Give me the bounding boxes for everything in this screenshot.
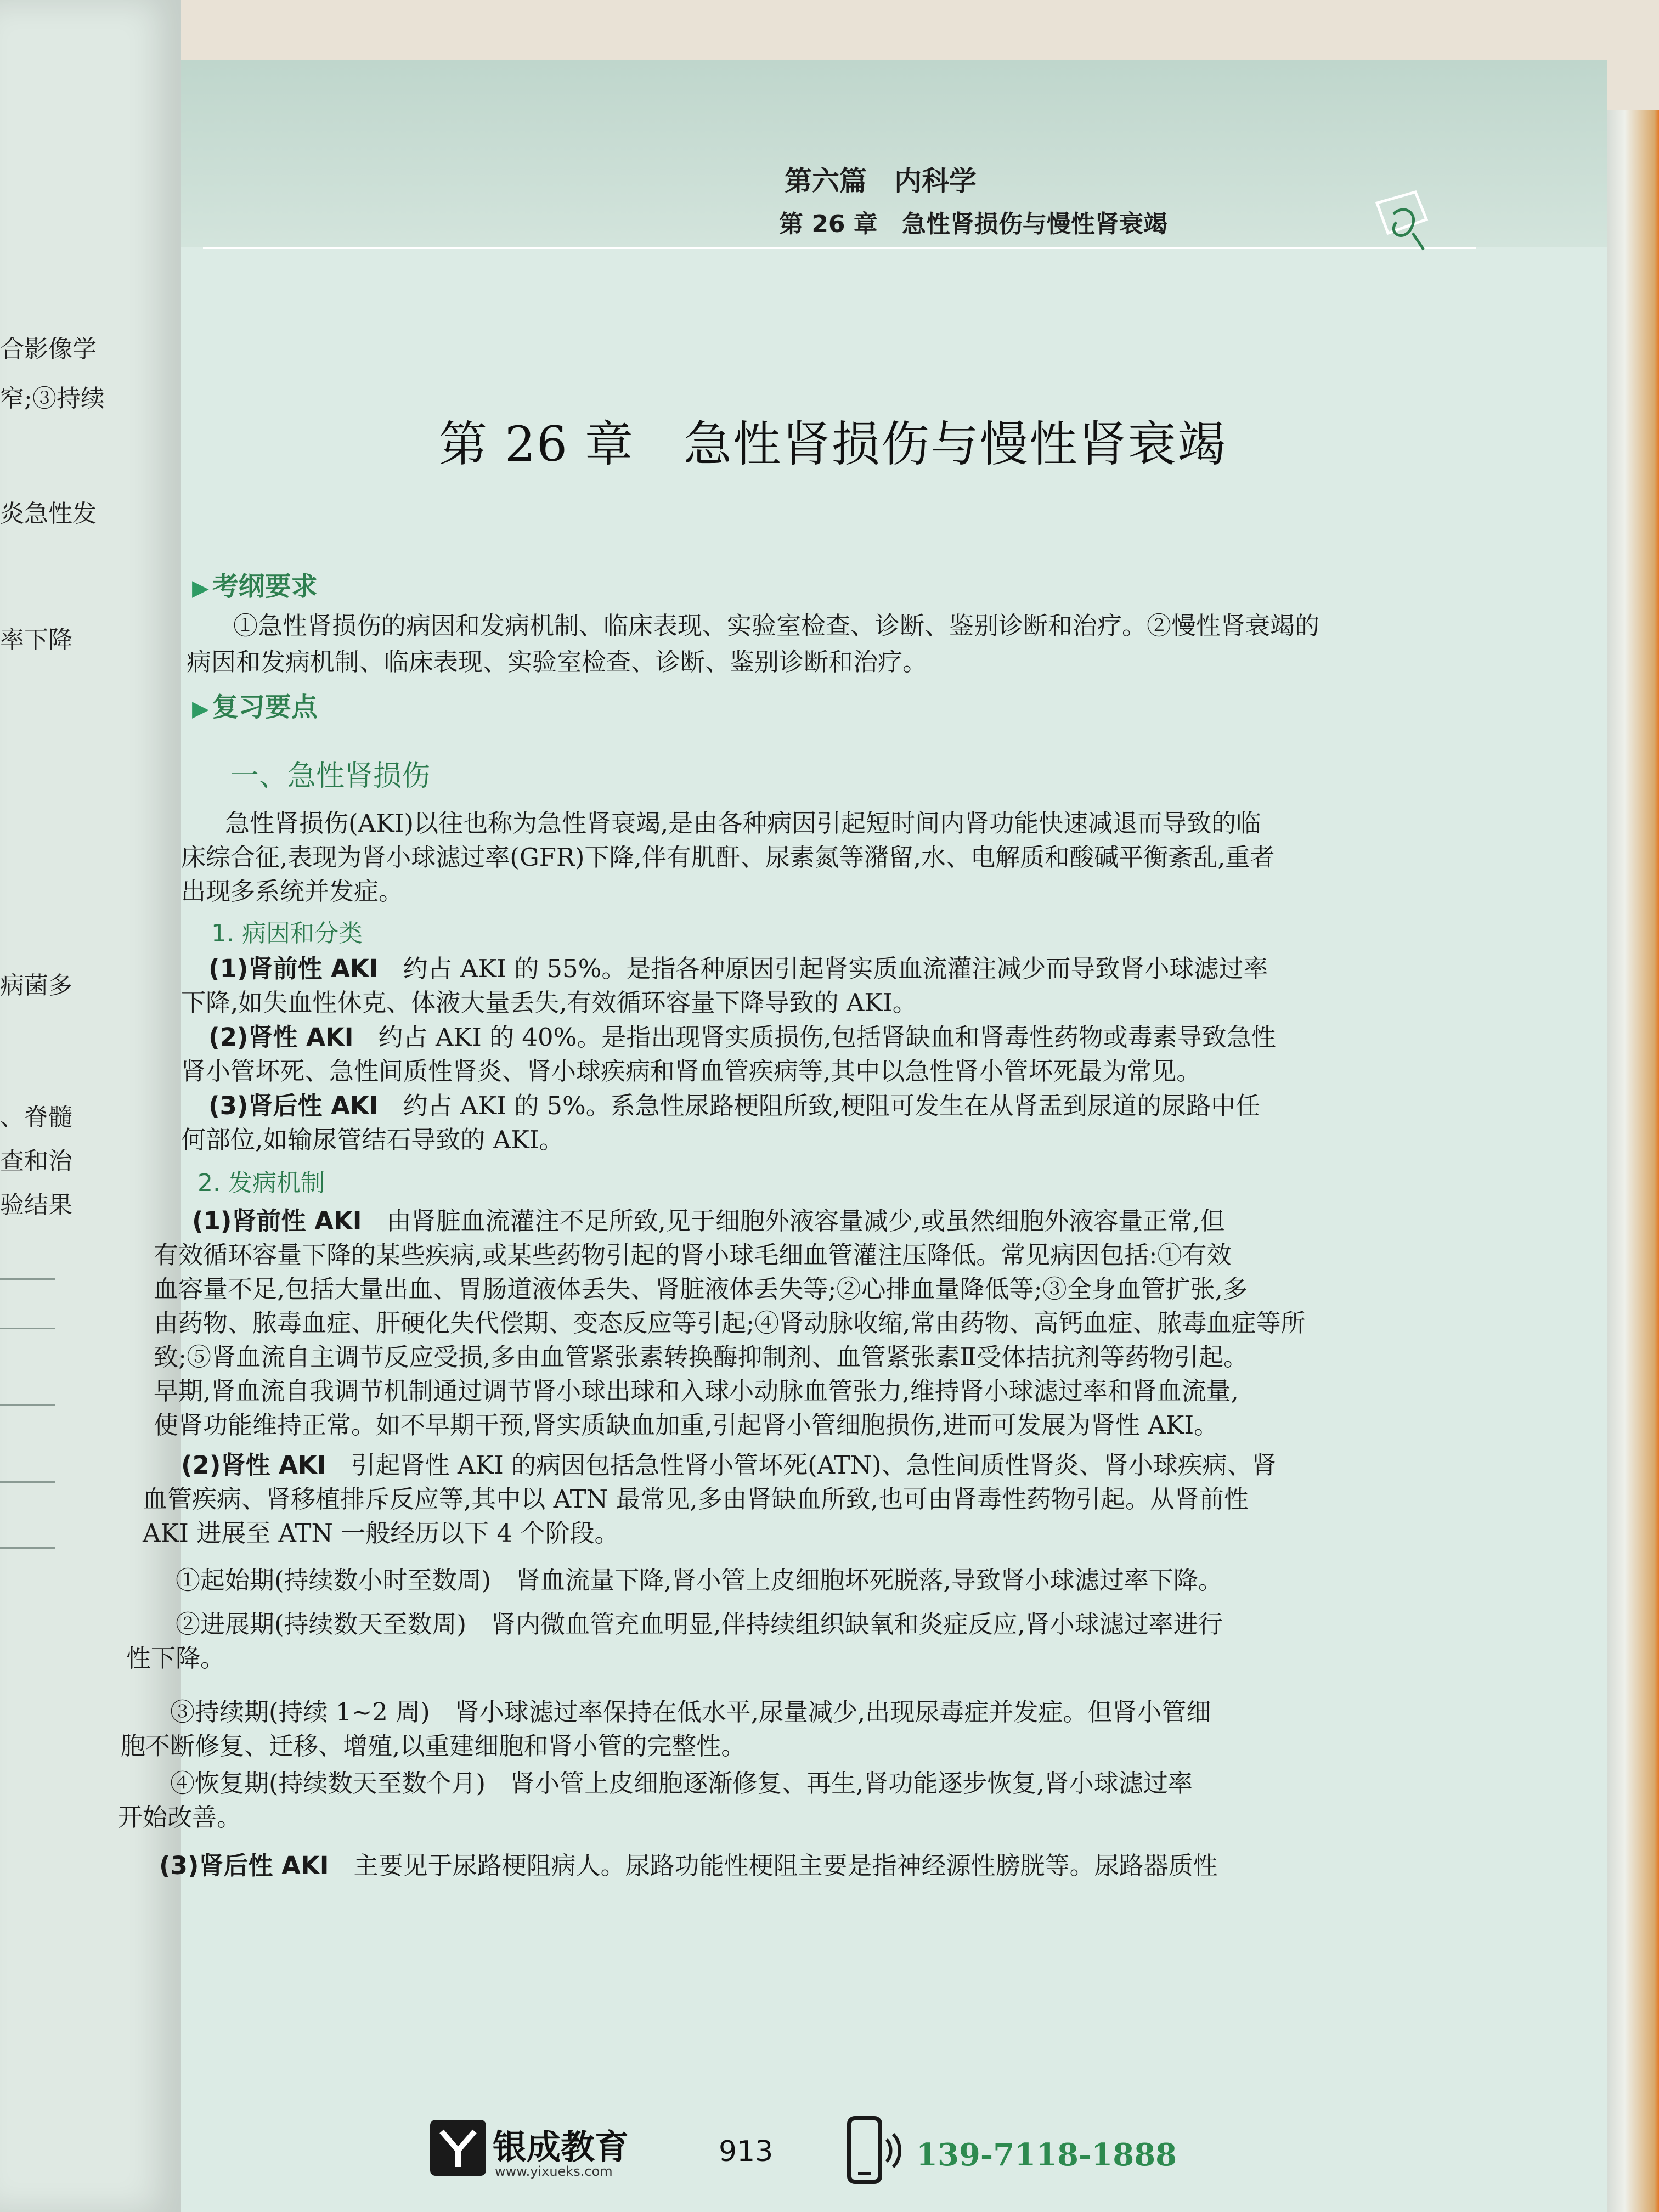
left-page-fragment: 合影像学 (0, 335, 97, 363)
logo-name: 银成教育 (493, 2127, 629, 2167)
paragraph-line: 性下降。 (126, 1644, 225, 1673)
paragraph-line: ②进展期(持续数天至数周) 肾内微血管充血明显,伴持续组织缺氧和炎症反应,肾小球滤过率进行 (176, 1610, 1223, 1639)
header-rule (203, 247, 1476, 249)
left-page-table-rule (0, 1481, 55, 1483)
paragraph-line: 早期,肾血流自我调节机制通过调节肾小球出球和入球小动脉血管张力,维持肾小球滤过率和肾血流量, (154, 1376, 1239, 1406)
left-page-table-rule (0, 1328, 55, 1329)
left-page-fragment: 验结果 (0, 1191, 72, 1219)
paragraph-line: ③持续期(持续 1~2 周) 肾小球滤过率保持在低水平,尿量减少,出现尿毒症并发症。但肾小管细 (170, 1697, 1211, 1726)
subsection-title: 1. 病因和分类 (211, 919, 363, 947)
paragraph-line: (2)肾性 AKI 约占 AKI 的 40%。是指出现肾实质损伤,包括肾缺血和肾毒性药物或毒素导致急性 (208, 1023, 1276, 1052)
paragraph-line: 胞不断修复、迁移、增殖,以重建细胞和肾小管的完整性。 (121, 1731, 746, 1760)
page-number: 913 (719, 2135, 774, 2168)
publisher-logo (428, 2118, 658, 2183)
review-heading: ▶ 复习要点 (192, 692, 318, 723)
paragraph-line: 肾小管坏死、急性间质性肾炎、肾小球疾病和肾血管疾病等,其中以急性肾小管坏死最为常见。 (181, 1057, 1201, 1086)
paragraph-line: ①起始期(持续数小时至数周) 肾血流量下降,肾小管上皮细胞坏死脱落,导致肾小球滤过率下降。 (176, 1566, 1223, 1595)
paragraph-line: 血管疾病、肾移植排斥反应等,其中以 ATN 最常见,多由肾缺血所致,也可由肾毒性药物引起。从肾前性 (143, 1485, 1249, 1514)
left-page-table-rule (0, 1547, 55, 1549)
paragraph-line: (3)肾后性 AKI 主要见于尿路梗阻病人。尿路功能性梗阻主要是指神经源性膀胱等。尿路器质性 (159, 1851, 1218, 1880)
left-page-fragment: 查和治 (0, 1147, 72, 1175)
paragraph-line: 何部位,如输尿管结石导致的 AKI。 (181, 1125, 564, 1154)
phone-icon (845, 2115, 905, 2186)
left-page-fragment: 病菌多 (0, 972, 72, 1000)
paragraph-line: AKI 进展至 ATN 一般经历以下 4 个阶段。 (143, 1519, 619, 1548)
paragraph-line: 有效循环容量下降的某些疾病,或某些药物引起的肾小球毛细血管灌注压降低。常见病因包括:①有效 (154, 1240, 1232, 1269)
triangle-bullet-icon: ▶ (192, 696, 209, 721)
paragraph-line: 开始改善。 (118, 1803, 242, 1832)
paragraph-line: (3)肾后性 AKI 约占 AKI 的 5%。系急性尿路梗阻所致,梗阻可发生在从肾盂到尿道的尿路中任 (208, 1091, 1261, 1120)
left-page-table-rule (0, 1404, 55, 1406)
subsection-title: 2. 发病机制 (198, 1169, 325, 1197)
running-header-chapter: 第 26 章 急性肾损伤与慢性肾衰竭 (779, 210, 1167, 238)
book-page (118, 60, 1607, 2212)
chapter-title: 第 26 章 急性肾损伤与慢性肾衰竭 (439, 416, 1227, 472)
syllabus-heading: ▶ 考纲要求 (192, 571, 318, 602)
running-header-part: 第六篇 内科学 (785, 165, 977, 197)
paragraph-line: 由药物、脓毒血症、肝硬化失代偿期、变态反应等引起;④肾动脉收缩,常由药物、高钙血症、脓毒血症等所 (154, 1308, 1306, 1338)
paragraph-line: 出现多系统并发症。 (181, 877, 404, 906)
paragraph-line: 床综合征,表现为肾小球滤过率(GFR)下降,伴有肌酐、尿素氮等潴留,水、电解质和酸碱平衡紊乱,重者 (181, 843, 1275, 872)
left-page-fragment: 炎急性发 (0, 500, 97, 528)
paragraph-line: 血容量不足,包括大量出血、胃肠道液体丢失、肾脏液体丢失等;②心排血量降低等;③全身血管扩张,多 (154, 1274, 1248, 1304)
book-doodle-icon (1366, 181, 1443, 258)
left-page-fragment: 率下降 (0, 626, 72, 654)
triangle-bullet-icon: ▶ (192, 575, 209, 601)
phone-number: 139-7118-1888 (916, 2137, 1177, 2173)
section-title: 一、急性肾损伤 (230, 760, 431, 793)
left-page-fragment: 窄;③持续 (0, 385, 105, 413)
left-page-fragment: 、脊髓 (0, 1103, 72, 1131)
paragraph-line: 致;⑤肾血流自主调节反应受损,多由血管紧张素转换酶抑制剂、血管紧张素Ⅱ受体拮抗剂等药物引起。 (154, 1342, 1249, 1372)
paragraph-line: ④恢复期(持续数天至数个月) 肾小管上皮细胞逐渐修复、再生,肾功能逐步恢复,肾小球滤过率 (170, 1769, 1193, 1798)
paragraph-line: 急性肾损伤(AKI)以往也称为急性肾衰竭,是由各种病因引起短时间内肾功能快速减退而导致的临 (225, 809, 1261, 838)
paragraph-line: (1)肾前性 AKI 由肾脏血流灌注不足所致,见于细胞外液容量减少,或虽然细胞外液容量正常,但 (192, 1206, 1225, 1235)
left-page (0, 0, 181, 2212)
paragraph-line: 使肾功能维持正常。如不早期干预,肾实质缺血加重,引起肾小管细胞损伤,进而可发展为肾性 AKI。 (154, 1410, 1219, 1440)
page-edge (1602, 110, 1659, 2212)
paragraph-line: (1)肾前性 AKI 约占 AKI 的 55%。是指各种原因引起肾实质血流灌注减少而导致肾小球滤过率 (208, 954, 1268, 983)
left-page-table-rule (0, 1278, 55, 1280)
paragraph-line: 下降,如失血性休克、体液大量丢失,有效循环容量下降导致的 AKI。 (181, 988, 917, 1017)
syllabus-line: 病因和发病机制、临床表现、实验室检查、诊断、鉴别诊断和治疗。 (187, 647, 928, 676)
syllabus-line: ①急性肾损伤的病因和发病机制、临床表现、实验室检查、诊断、鉴别诊断和治疗。②慢性肾衰竭的 (233, 611, 1320, 640)
paragraph-line: (2)肾性 AKI 引起肾性 AKI 的病因包括急性肾小管坏死(ATN)、急性间质性肾炎、肾小球疾病、肾 (181, 1451, 1277, 1480)
logo-mark-icon (428, 2118, 488, 2178)
logo-url: www.yixueks.com (495, 2164, 613, 2179)
